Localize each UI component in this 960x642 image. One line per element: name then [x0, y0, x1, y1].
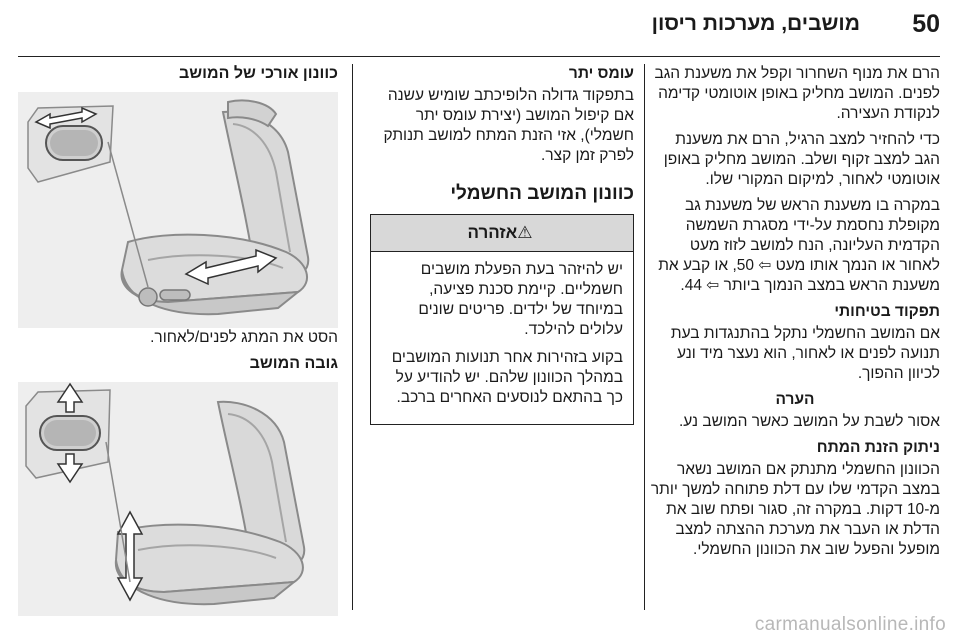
page-title: מושבים, מערכות ריסון — [651, 12, 860, 35]
note-text: אסור לשבת על המושב כאשר המושב נע. — [678, 413, 940, 430]
warning-triangle-icon: ⚠ — [517, 223, 533, 242]
longitudinal-caption: הסט את המתג לפנים/לאחור. — [150, 329, 338, 346]
seat-longitudinal-illustration — [18, 92, 338, 328]
warning-paragraph-2: בקוע בזהירות אחר תנועות המושבים במהלך הכוונון שלהם. יש להודיע על כך בהתאם לנוסעים האחרים ברכב. — [391, 349, 623, 406]
note-heading: הערה — [775, 391, 815, 408]
warning-heading: אזהרה — [467, 223, 518, 242]
overload-line-1: בתפקוד גדולה הלופיכתב שומיש עשנה אם — [387, 87, 634, 124]
seat-height-heading: גובה המושב — [249, 355, 338, 372]
disconnect-text: הכוונון החשמלי מתנתק אם המושב נשאר במצב הקדמי שלו עם דלת פתוחה למשך יותר מ-10 דקות. במקרה זה, סגור ופתח שוב את הדלת או העבר את מערכת ההצתה למצב מופעל והפעל שוב את הכוונון החשמלי. — [650, 461, 940, 558]
safety-text: אם המושב החשמלי נתקל בהתנגדות בעת תנועה לפנים או לאחור, הוא נעצר מיד ונע לכיוון ההפוך. — [670, 325, 940, 382]
seat-height-illustration — [18, 382, 338, 616]
paragraph-fold-seat: הרם את מנוף השחרור וקפל את משענת הגב לפנים. המושב מחליק באופן אוטומטי קדימה לנקודת העצירה. — [654, 65, 940, 122]
page-number: 50 — [912, 10, 940, 38]
left-column — [18, 64, 338, 616]
overload-line-3: אזי הזנת המתח למושב תנותק לפרק זמן — [383, 127, 634, 164]
paragraph-headrest-block: במקרה בו משענת הראש של משענת גב מקופלת נחסמת על-ידי מסגרת השמשה הקדמית העליונה, הנח למושב לזוז מעט לאחור או הנמך אותו מעט ⇦ 50, או קבע את משענת הראש במצב הנמוך ביותר ⇦ 44. — [658, 197, 940, 294]
column-divider-right — [644, 64, 645, 610]
warning-paragraph-1: יש להיזהר בעת הפעלת מושבים חשמליים. קיימת סכנת פציעה, במיוחד של ילדים. פריטים שונים עלולים להילכד. — [418, 261, 623, 338]
electric-seat-section-title: כוונון המושב החשמלי — [450, 183, 634, 204]
overload-heading: עומס יתר — [568, 65, 634, 82]
header-divider — [18, 56, 940, 57]
paragraph-return-seat: כדי להחזיר למצב הרגיל, הרם את משענת הגב למצב זקוף ושלב. המושב מחליק באופן אוטומטי לאחור, למיקום המקורי שלו. — [663, 131, 940, 188]
warning-header — [371, 215, 633, 252]
overload-line-4: קצר. — [541, 147, 572, 164]
disconnect-heading: ניתוק הזנת המתח — [816, 439, 940, 456]
safety-heading: תפקוד בטיחותי — [834, 303, 940, 320]
warning-box — [370, 214, 634, 425]
overload-line-2: קיפול המושב (יצירת עומס יתר חשמלי), — [415, 107, 634, 144]
column-divider-left — [352, 64, 353, 610]
watermark-brand: carmanualsonline.info — [754, 614, 946, 635]
right-column — [650, 64, 940, 566]
warning-body — [371, 252, 633, 424]
overload-text — [370, 86, 634, 166]
longitudinal-adjust-heading: כוונון אורכי של המושב — [179, 65, 338, 82]
page-header — [0, 0, 960, 62]
middle-column — [370, 64, 634, 425]
